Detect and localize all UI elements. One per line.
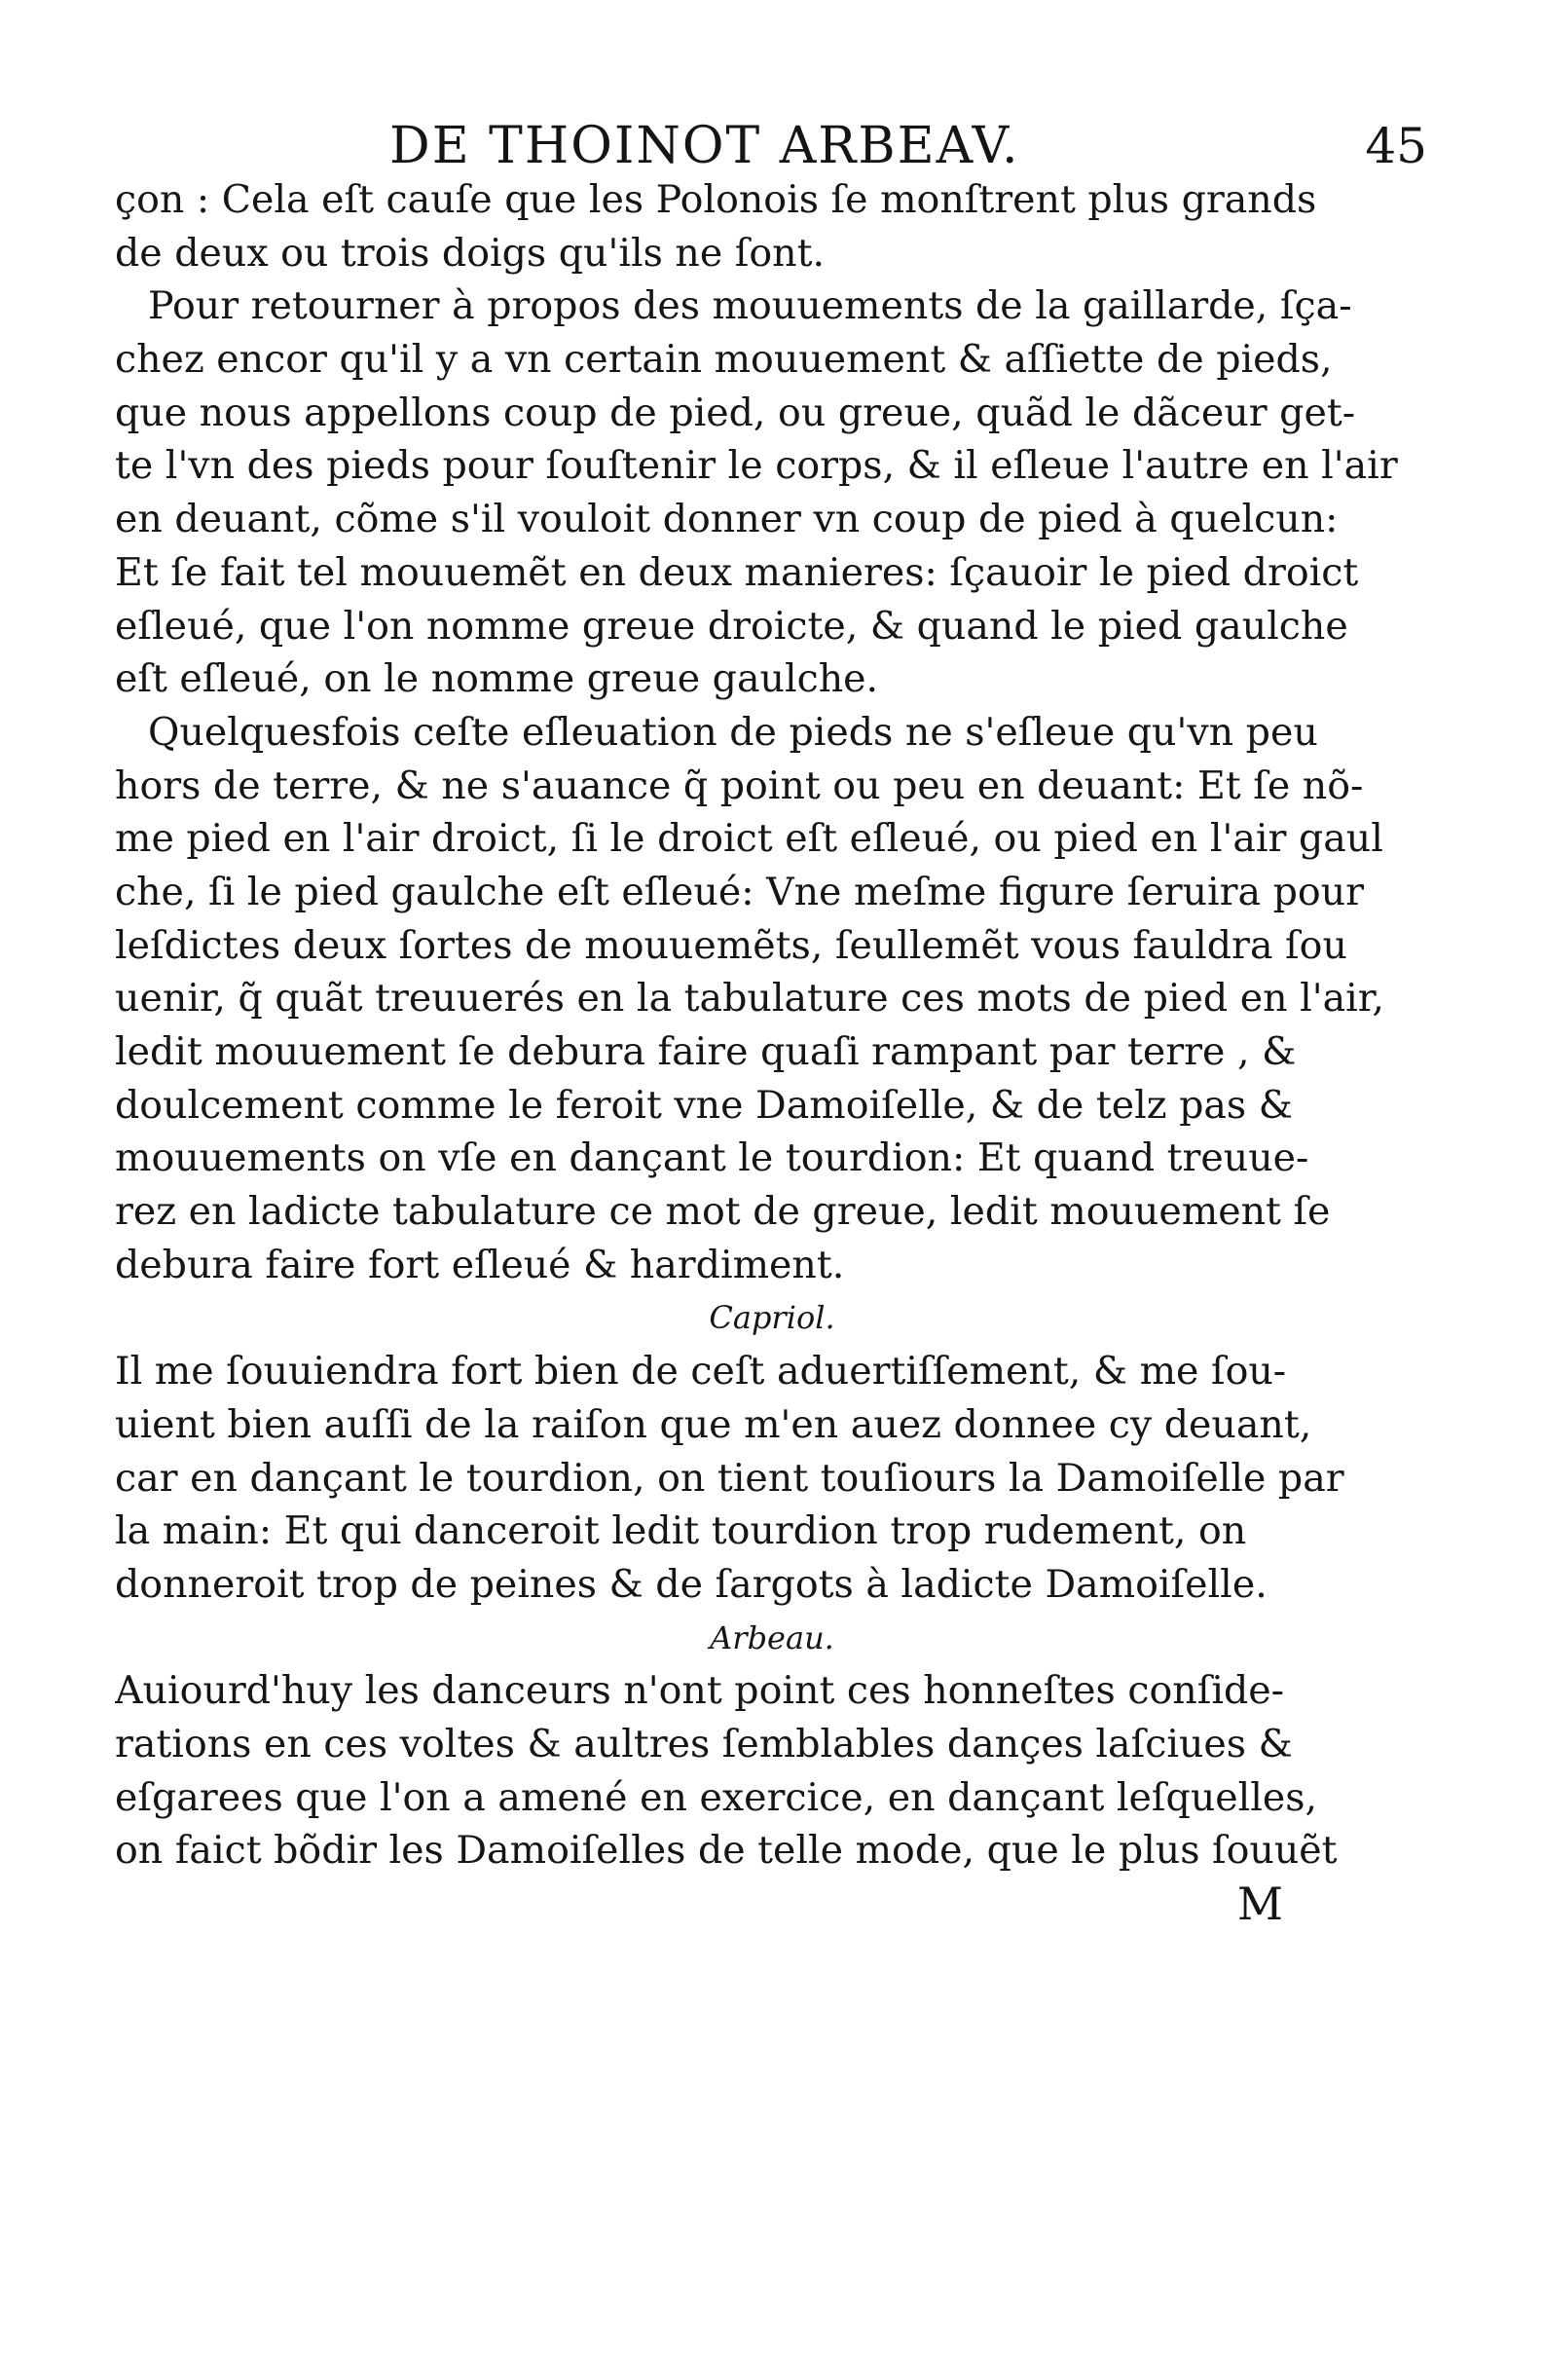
text-line: doulcement comme le feroit vne Damoiſelle, & de telz pas & — [115, 1082, 1293, 1128]
text-line: eſgarees que l'on a amené en exercice, en dançant leſquelles, — [115, 1774, 1318, 1820]
text-line: hors de terre, & ne s'auance q̃ point ou peu en deuant: Et ſe nõ- — [115, 762, 1364, 808]
text-line: me pied en l'air droict, ſi le droict eſt eſleué, ou pied en l'air gaul — [115, 816, 1383, 862]
text-line: uient bien auſſi de la raiſon que m'en auez donnee cy deuant, — [115, 1401, 1312, 1447]
text-line: ledit mouuement ſe debura faire quaſi rampant par terre , & — [115, 1029, 1297, 1074]
text-line: leſdictes deux ſortes de mouuemẽts, ſeullemẽt vous fauldra ſou — [115, 922, 1347, 968]
text-line: rez en ladicte tabulature ce mot de greue, ledit mouuement ſe — [115, 1189, 1331, 1235]
text-line: que nous appellons coup de pied, ou greue, quãd le dãceur get- — [115, 390, 1356, 435]
text-line: Il me ſouuiendra fort bien de ceſt aduertiſſement, & me ſou- — [115, 1349, 1287, 1395]
text-line: uenir, q̃ quãt treuuerés en la tabulature ces mots de pied en l'air, — [115, 976, 1384, 1022]
text-line: rations en ces voltes & aultres ſemblables dançes laſciues & — [115, 1721, 1293, 1766]
paragraph-start-line: Pour retourner à propos des mouuements de la gaillarde, ſça- — [148, 283, 1352, 329]
text-line: Et ſe fait tel mouuemẽt en deux manieres: ſçauoir le pied droict — [115, 549, 1359, 595]
text-line: on faict bõdir les Damoiſelles de telle mode, que le plus ſouuẽt — [115, 1828, 1338, 1874]
text-line: car en dançant le tourdion, on tient touſiours la Damoiſelle par — [115, 1455, 1344, 1501]
text-line: en deuant, cõme s'il vouloit donner vn coup de pied à quelcun: — [115, 497, 1339, 542]
text-line: debura faire fort eſleué & hardiment. — [115, 1242, 845, 1287]
text-line: çon : Cela eſt cauſe que les Polonois ſe monſtrent plus grands — [115, 177, 1317, 222]
text-line: chez encor qu'il y a vn certain mouuement & aſſiette de pieds, — [115, 337, 1333, 383]
text-line: Auiourd'huy les danceurs n'ont point ces honneſtes conſide- — [115, 1668, 1284, 1714]
page-number: 45 — [1365, 118, 1427, 174]
text-line: la main: Et qui danceroit ledit tourdion trop rudement, on — [115, 1508, 1247, 1554]
text-line: mouuements on vſe en dançant le tourdion: Et quand treuue- — [115, 1135, 1309, 1181]
text-line: donneroit trop de peines & de ſargots à ladicte Damoiſelle. — [115, 1561, 1268, 1607]
body-text — [115, 173, 1429, 1931]
paragraph-start-line: Quelquesfois ceſte eſleuation de pieds ne s'eſleue qu'vn peu — [148, 709, 1318, 755]
text-line: te l'vn des pieds pour ſouſtenir le corps, & il eſleue l'autre en l'air — [115, 443, 1398, 489]
running-head: DE THOINOT ARBEAV. — [389, 117, 1020, 175]
text-line: de deux ou trois doigs qu'ils ne ſont. — [115, 230, 826, 276]
signature-mark: M — [1236, 1878, 1283, 1930]
text-line: eſt eſleué, on le nomme greue gaulche. — [115, 656, 879, 702]
text-line: che, ſi le pied gaulche eſt eſleué: Vne meſme figure ſeruira pour — [115, 869, 1365, 914]
speaker-name-arbeau: Arbeau. — [710, 1618, 834, 1656]
text-line: eſleué, que l'on nomme greue droicte, & quand le pied gaulche — [115, 603, 1348, 649]
speaker-name-capriol: Capriol. — [709, 1299, 835, 1337]
